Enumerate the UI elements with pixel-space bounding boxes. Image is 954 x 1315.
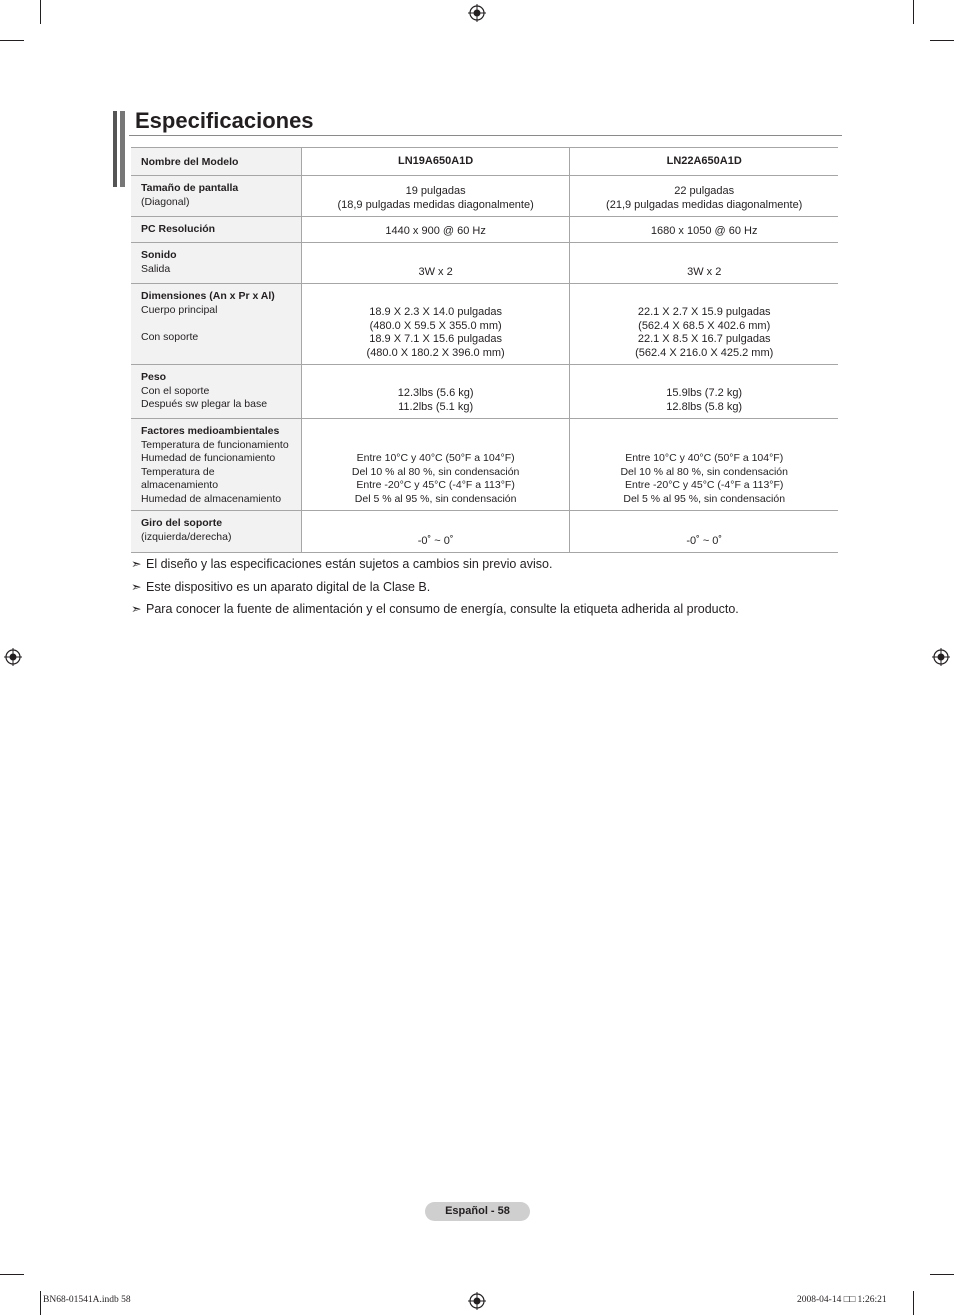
registration-mark-icon <box>468 4 486 22</box>
cell-value: (21,9 pulgadas medidas diagonalmente) <box>606 198 803 211</box>
title-divider <box>129 135 842 136</box>
print-slug-file: BN68-01541A.indb 58 <box>43 1295 131 1305</box>
cell-model-b <box>570 284 838 365</box>
cell-model-a <box>301 365 570 419</box>
cell-model-b <box>570 176 838 217</box>
row-label: Giro del soporte (izquierda/derecha) <box>131 511 301 553</box>
cell-value: Entre 10°C y 40°C (50°F a 104°F) <box>356 452 515 464</box>
cell-model-a <box>301 419 570 511</box>
cell-model-a <box>301 511 570 553</box>
row-sublabel: Con el soporte <box>141 384 210 397</box>
header-model-b: LN22A650A1D <box>570 148 838 176</box>
row-sublabel: (izquierda/derecha) <box>141 530 232 543</box>
spec-table <box>131 147 838 553</box>
cell-value: 22.1 X 8.5 X 16.7 pulgadas <box>637 333 771 345</box>
row-sublabel: Cuerpo principal <box>141 303 218 316</box>
cell-value: 19 pulgadas <box>405 185 466 197</box>
cell-value: (18,9 pulgadas medidas diagonalmente) <box>337 198 534 211</box>
row-label: Dimensiones (An x Pr x Al) Cuerpo principal Con soporte <box>131 284 301 365</box>
cell-value: 1440 x 900 @ 60 Hz <box>385 224 486 237</box>
page-title: Especificaciones <box>135 108 314 133</box>
table-row <box>131 419 838 511</box>
crop-mark <box>0 1274 24 1275</box>
crop-mark <box>930 1274 954 1275</box>
note-text: Para conocer la fuente de alimentación y el consumo de energía, consulte la etiqueta adherida al producto. <box>146 602 739 616</box>
row-sublabel: Salida <box>141 262 171 275</box>
registration-mark-icon <box>468 1292 486 1310</box>
note-item <box>131 578 739 601</box>
cell-model-a <box>301 243 570 284</box>
page-number-badge: Español - 58 <box>425 1202 530 1221</box>
cell-value: -0˚ ~ 0˚ <box>417 534 454 547</box>
row-sublabel: Temperatura de funcionamiento <box>141 438 289 451</box>
cell-value: (480.0 X 180.2 X 396.0 mm) <box>366 346 505 359</box>
table-row <box>131 365 838 419</box>
note-arrow-icon: ➣ <box>131 579 142 594</box>
cell-value: Entre 10°C y 40°C (50°F a 104°F) <box>625 452 784 464</box>
cell-value: 3W x 2 <box>687 265 722 278</box>
header-model-a: LN19A650A1D <box>301 148 570 176</box>
cell-value: 22.1 X 2.7 X 15.9 pulgadas <box>637 306 771 318</box>
row-sublabel: Humedad de funcionamiento <box>141 452 276 464</box>
cell-value: 12.8lbs (5.8 kg) <box>666 400 743 413</box>
crop-mark <box>913 0 914 24</box>
row-label: Tamaño de pantalla (Diagonal) <box>131 176 301 217</box>
note-item <box>131 555 739 578</box>
cell-value: Entre -20°C y 45°C (-4°F a 113°F) <box>356 479 515 491</box>
crop-mark <box>40 0 41 24</box>
row-sublabel: Después sw plegar la base <box>141 398 268 410</box>
cell-value: Del 10 % al 80 %, sin condensación <box>620 465 788 478</box>
crop-mark <box>0 40 24 41</box>
row-sublabel: Con soporte <box>141 330 199 343</box>
print-slug-date: 2008-04-14 □□ 1:26:21 <box>797 1295 887 1305</box>
cell-value: (562.4 X 216.0 X 425.2 mm) <box>635 346 774 359</box>
note-arrow-icon: ➣ <box>131 557 142 571</box>
cell-value: 18.9 X 7.1 X 15.6 pulgadas <box>369 333 502 345</box>
cell-value: Entre -20°C y 45°C (-4°F a 113°F) <box>625 479 784 491</box>
cell-value: 18.9 X 2.3 X 14.0 pulgadas <box>369 306 502 318</box>
row-label: Factores medioambientales Temperatura de funcionamiento Humedad de funcionamiento Temperatura de almacenamiento Humedad de almacenamiento <box>131 419 301 511</box>
table-header-row <box>131 148 838 176</box>
note-arrow-icon: ➣ <box>131 602 142 616</box>
crop-mark <box>40 1291 41 1315</box>
table-row <box>131 217 838 243</box>
note-item <box>131 600 739 623</box>
cell-value: (480.0 X 59.5 X 355.0 mm) <box>369 319 502 332</box>
table-row <box>131 176 838 217</box>
cell-model-b <box>570 365 838 419</box>
title-accent-bar <box>113 111 117 187</box>
table-row <box>131 511 838 553</box>
note-text: El diseño y las especificaciones están sujetos a cambios sin previo aviso. <box>146 557 553 571</box>
row-label: Sonido Salida <box>131 243 301 284</box>
cell-model-b <box>570 419 838 511</box>
header-label: Nombre del Modelo <box>131 148 301 176</box>
row-sublabel: Temperatura de almacenamiento <box>141 465 219 491</box>
cell-model-b <box>570 217 838 243</box>
cell-model-a <box>301 284 570 365</box>
cell-value: 3W x 2 <box>418 265 453 278</box>
cell-value: -0˚ ~ 0˚ <box>686 534 723 547</box>
cell-value: (562.4 X 68.5 X 402.6 mm) <box>638 319 771 332</box>
notes-list <box>131 555 739 623</box>
row-sublabel <box>141 317 291 331</box>
cell-model-b <box>570 243 838 284</box>
cell-value: Del 5 % al 95 %, sin condensación <box>354 492 517 505</box>
row-sublabel: (Diagonal) <box>141 195 190 208</box>
row-label: Peso Con el soporte Después sw plegar la base <box>131 365 301 419</box>
crop-mark <box>930 40 954 41</box>
table-row <box>131 243 838 284</box>
title-accent-bar <box>120 111 125 187</box>
registration-mark-icon <box>932 648 950 666</box>
cell-value: 15.9lbs (7.2 kg) <box>666 387 743 399</box>
cell-model-b <box>570 511 838 553</box>
table-row <box>131 284 838 365</box>
cell-value: 22 pulgadas <box>674 185 735 197</box>
cell-value: 12.3lbs (5.6 kg) <box>397 387 474 399</box>
crop-mark <box>913 1291 914 1315</box>
cell-value: 11.2lbs (5.1 kg) <box>398 400 474 413</box>
cell-value: Del 5 % al 95 %, sin condensación <box>623 492 786 505</box>
cell-value: Del 10 % al 80 %, sin condensación <box>351 465 520 478</box>
row-sublabel: Humedad de almacenamiento <box>141 492 282 505</box>
cell-model-a <box>301 217 570 243</box>
cell-model-a <box>301 176 570 217</box>
row-label: PC Resolución <box>131 217 301 243</box>
cell-value: 1680 x 1050 @ 60 Hz <box>650 224 758 237</box>
note-text: Este dispositivo es un aparato digital de la Clase B. <box>146 579 431 594</box>
registration-mark-icon <box>4 648 22 666</box>
